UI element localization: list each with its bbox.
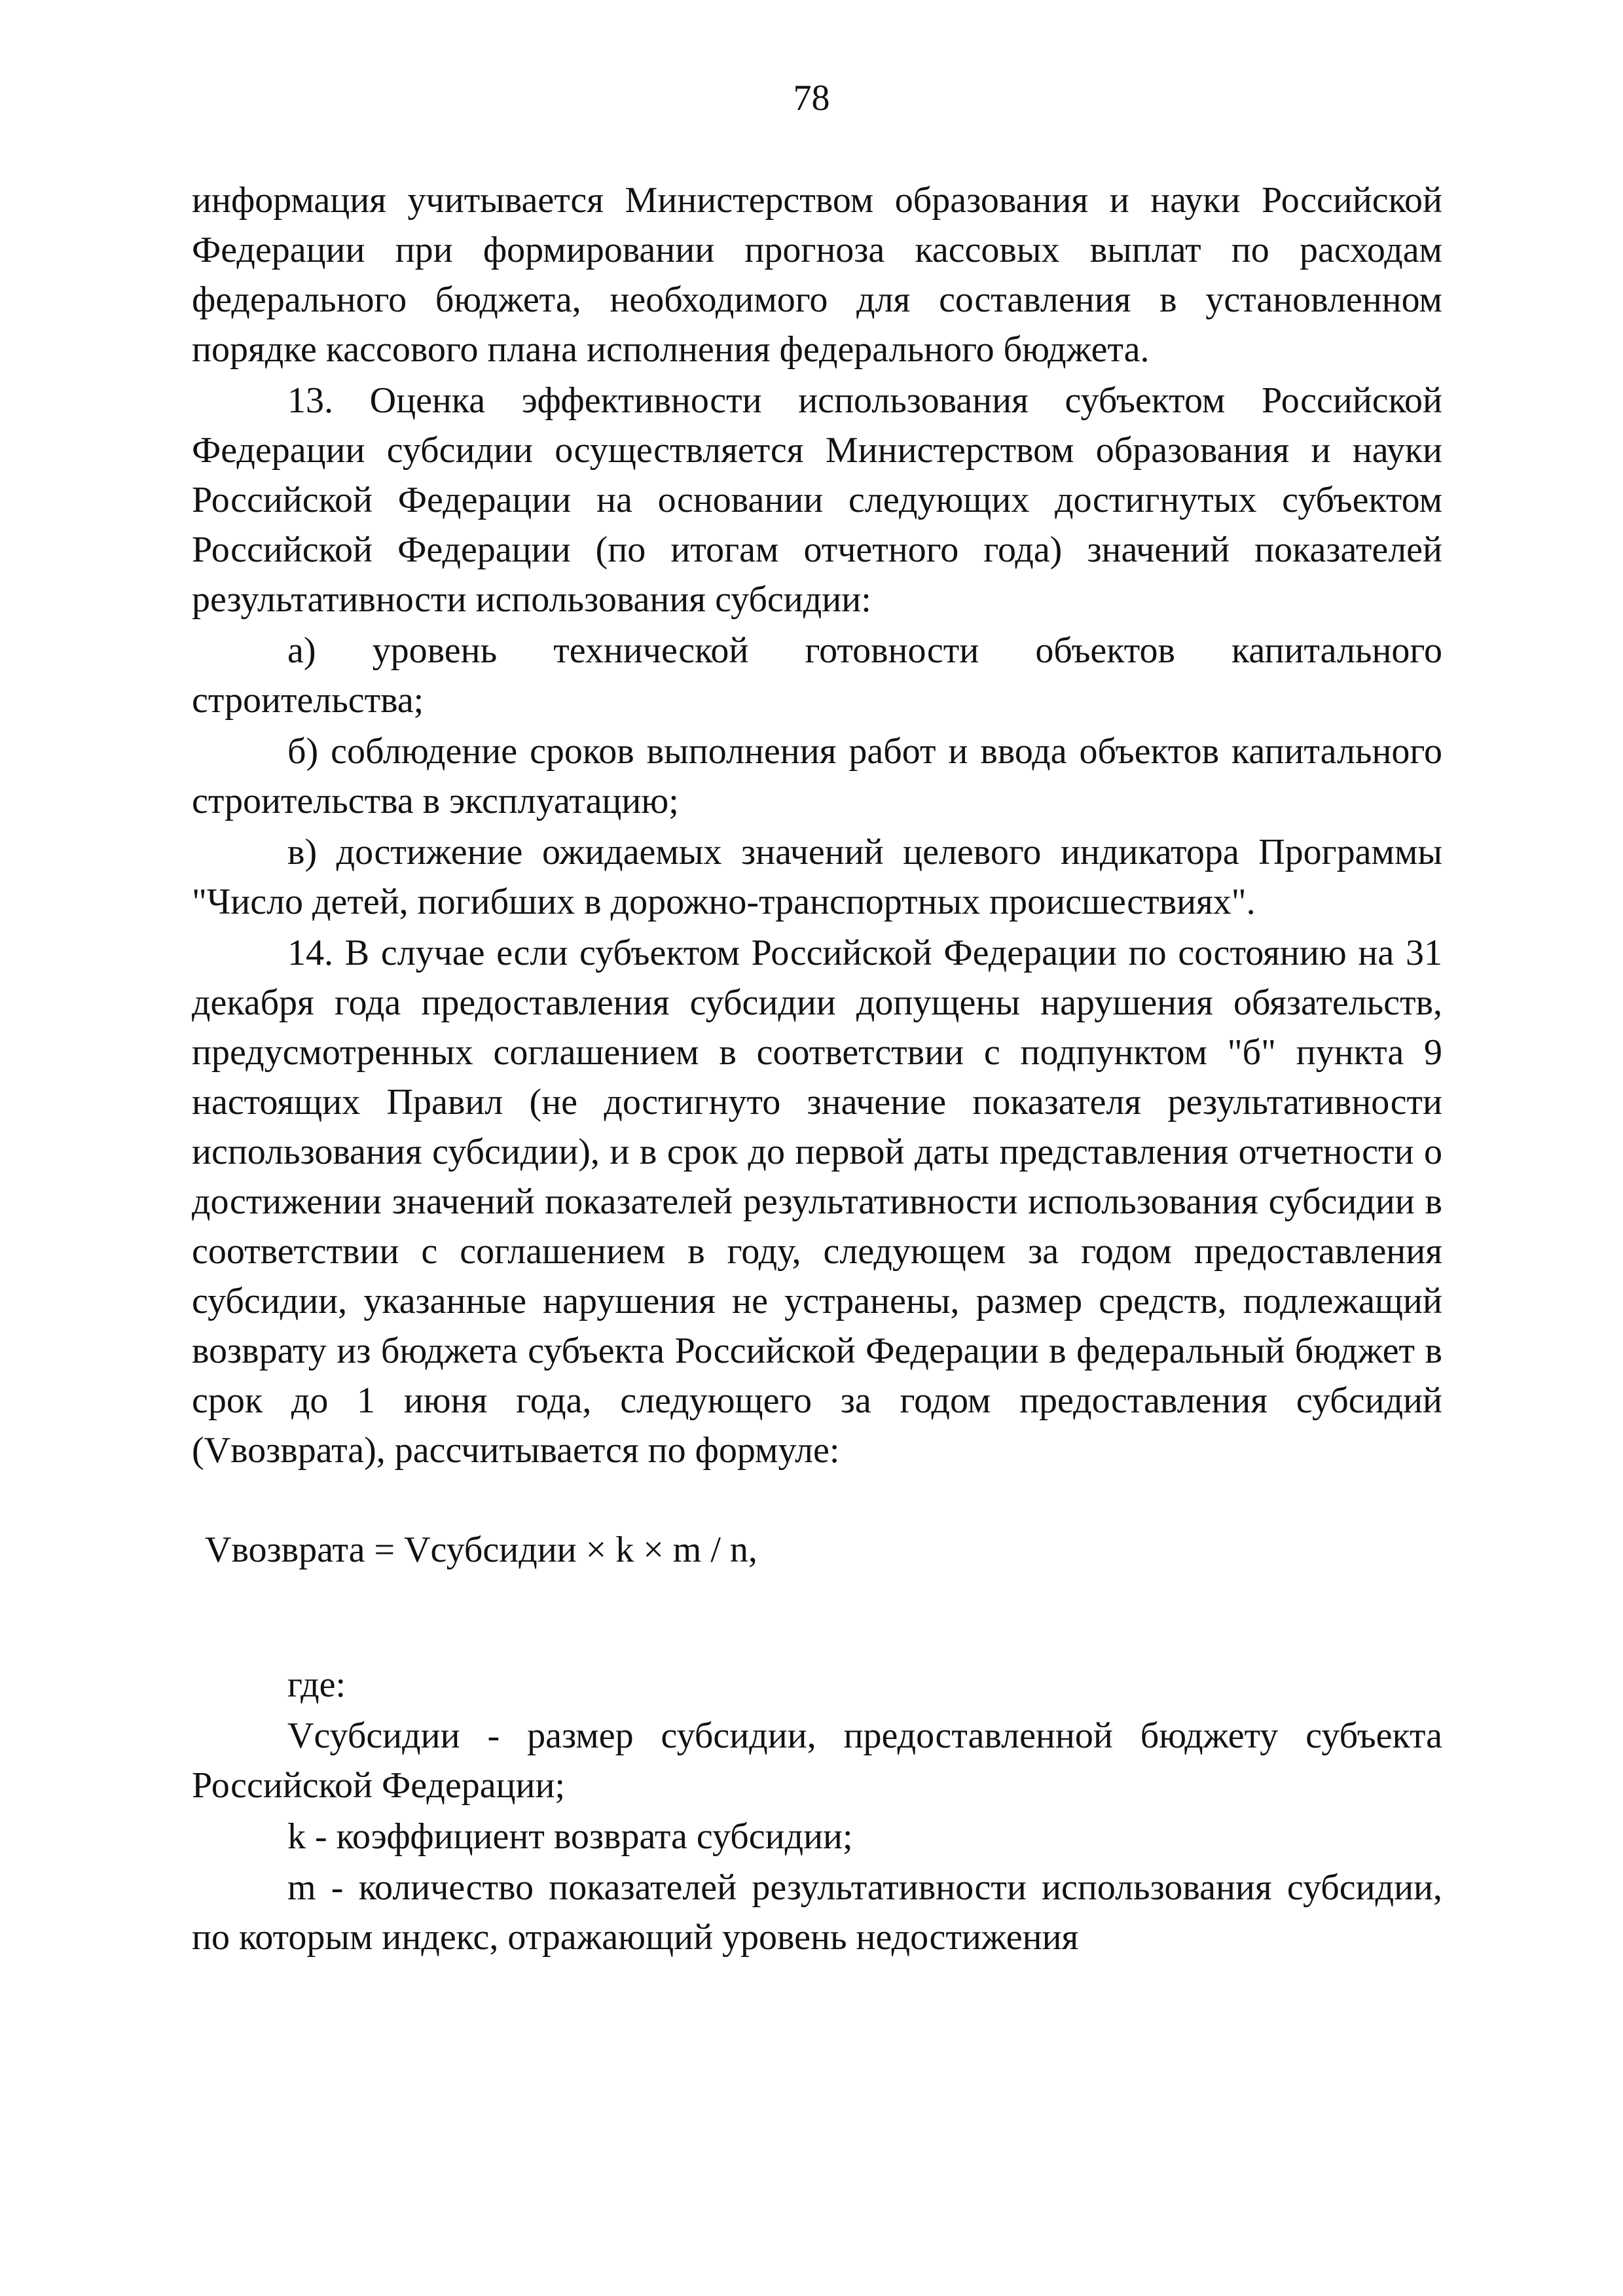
paragraph-item-b: б) соблюдение сроков выполнения работ и ввода объектов капитального строительства в эксплуатацию; (192, 731, 1442, 821)
paragraph-item-14: 14. В случае если субъектом Российской Федерации по состоянию на 31 декабря года предоставления субсидии допущены нарушения обязательств, предусмотренных соглашением в соответствии с подпунктом "б" пункта 9 настоящих Правил (не достигнуто значение показателя результативности использования субсидии), и в срок до первой даты представления отчетности о достижении значений показателей результативности использования субсидии в соответствии с соглашением в году, следующем за годом предоставления субсидии, указанные нарушения не устранены, размер средств, подлежащий возврату из бюджета субъекта Российской Федерации в федеральный бюджет в срок до 1 июня года, следующего за годом предоставления субсидий (Vвозврата), рассчитывается по формуле: (192, 933, 1442, 1471)
paragraph-item-a: а) уровень технической готовности объектов капитального строительства; (192, 630, 1442, 721)
definition-m: m - количество показателей результативности использования субсидии, по которым индекс, отражающий уровень недостижения (192, 1867, 1442, 1958)
formula: Vвозврата = Vсубсидии × k × m / n, (205, 1530, 757, 1570)
definition-vsubsidii: Vсубсидии - размер субсидии, предоставленной бюджету субъекта Российской Федерации; (192, 1715, 1442, 1806)
paragraph-item-13: 13. Оценка эффективности использования субъектом Российской Федерации субсидии осуществляется Министерством образования и науки Российской Федерации на основании следующих достигнутых субъектом Российской Федерации (по итогам отчетного года) значений показателей результативности использования субсидии: (192, 380, 1442, 620)
document-body (192, 175, 1442, 1964)
page-number: 78 (793, 78, 830, 118)
definition-k: k - коэффициент возврата субсидии; (287, 1816, 853, 1857)
paragraph-continuation: информация учитывается Министерством образования и науки Российской Федерации при формировании прогноза кассовых выплат по расходам федерального бюджета, необходимого для составления в установленном порядке кассового плана исполнения федерального бюджета. (192, 180, 1442, 370)
paragraph-where: где: (287, 1664, 346, 1705)
paragraph-item-v: в) достижение ожидаемых значений целевого индикатора Программы "Число детей, погибших в дорожно-транспортных происшествиях". (192, 832, 1442, 922)
